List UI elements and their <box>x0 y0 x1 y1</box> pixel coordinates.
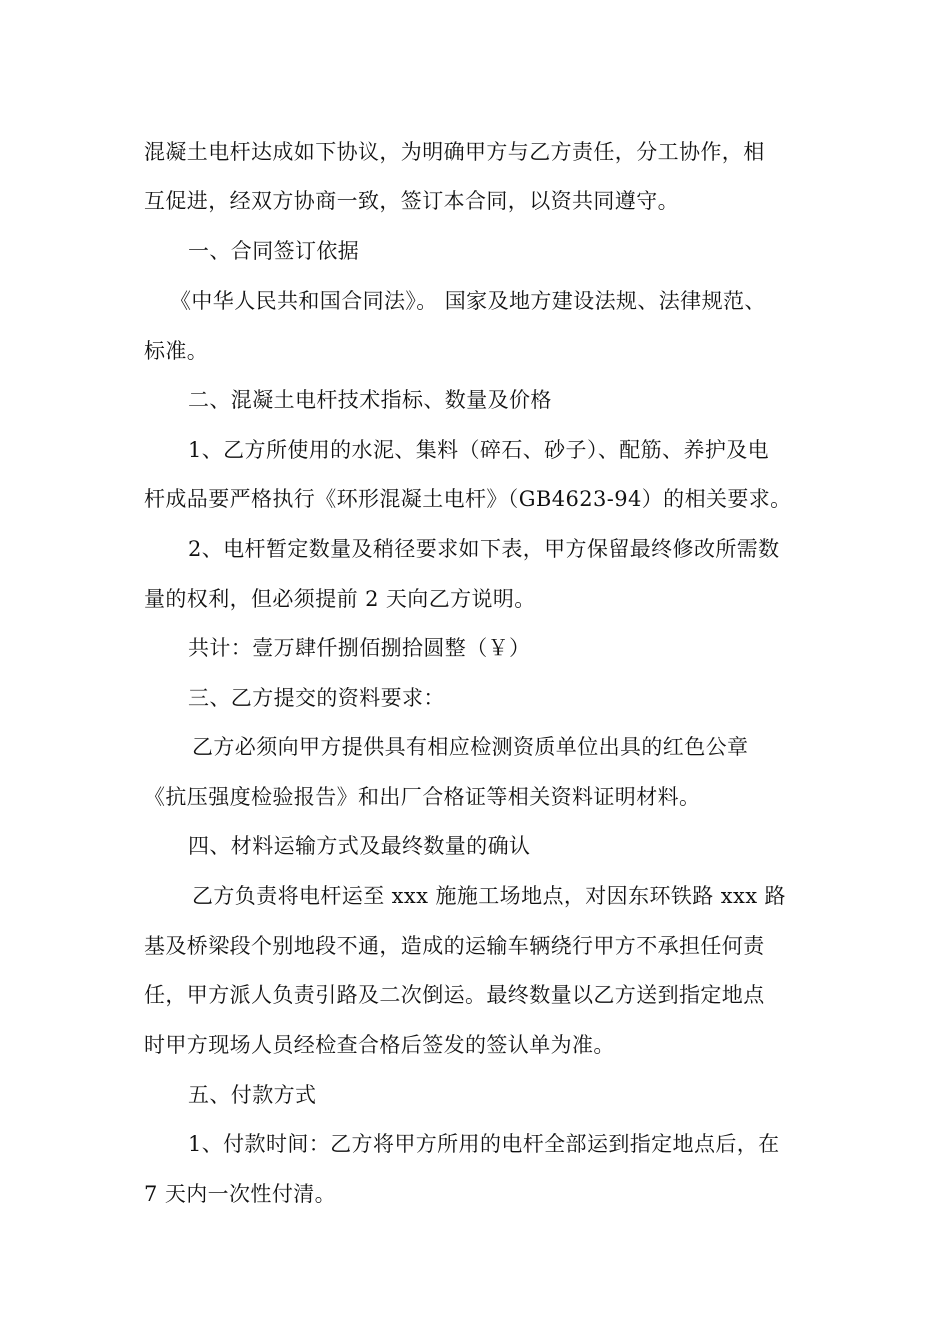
paragraph-basis-line-2: 标准。 <box>144 339 209 363</box>
paragraph-documents-line-1: 乙方必须向甲方提供具有相应检测资质单位出具的红色公章 <box>192 735 749 759</box>
paragraph-intro-line-1: 混凝土电杆达成如下协议，为明确甲方与乙方责任，分工协作，相 <box>144 140 765 164</box>
paragraph-payment-line-1: 1、付款时间：乙方将甲方所用的电杆全部运到指定地点后，在 <box>188 1132 780 1156</box>
paragraph-transport-line-4: 时甲方现场人员经检查合格后签发的签认单为准。 <box>144 1033 615 1057</box>
paragraph-intro-line-2: 互促进，经双方协商一致，签订本合同，以资共同遵守。 <box>144 189 679 213</box>
paragraph-transport-line-2: 基及桥梁段个别地段不通，造成的运输车辆绕行甲方不承担任何责 <box>144 934 765 958</box>
paragraph-quantity-line-1: 2、电杆暂定数量及稍径要求如下表，甲方保留最终修改所需数 <box>188 537 780 561</box>
section-heading-3: 三、乙方提交的资料要求： <box>188 686 445 710</box>
paragraph-quantity-line-2: 量的权利，但必须提前 2 天向乙方说明。 <box>144 587 536 611</box>
paragraph-transport-line-1: 乙方负责将电杆运至 xxx 施施工场地点，对因东环铁路 xxx 路 <box>192 884 786 908</box>
paragraph-documents-line-2: 《抗压强度检验报告》和出厂合格证等相关资料证明材料。 <box>144 785 701 809</box>
paragraph-payment-line-2: 7 天内一次性付清。 <box>144 1182 337 1206</box>
paragraph-spec-line-2: 杆成品要严格执行《环形混凝土电杆》（GB4623-94）的相关要求。 <box>144 487 792 511</box>
section-heading-5: 五、付款方式 <box>188 1083 317 1107</box>
section-heading-1: 一、合同签订依据 <box>188 239 360 263</box>
section-heading-2: 二、混凝土电杆技术指标、数量及价格 <box>188 388 552 412</box>
paragraph-spec-line-1: 1、乙方所使用的水泥、集料（碎石、砂子）、配筋、养护及电 <box>188 438 770 462</box>
paragraph-basis-line-1: 《中华人民共和国合同法》。 国家及地方建设法规、法律规范、 <box>170 289 766 313</box>
total-amount-line: 共计：壹万肆仟捌佰捌拾圆整（￥） <box>188 636 531 660</box>
paragraph-transport-line-3: 任，甲方派人负责引路及二次倒运。最终数量以乙方送到指定地点 <box>144 983 765 1007</box>
section-heading-4: 四、材料运输方式及最终数量的确认 <box>188 834 531 858</box>
